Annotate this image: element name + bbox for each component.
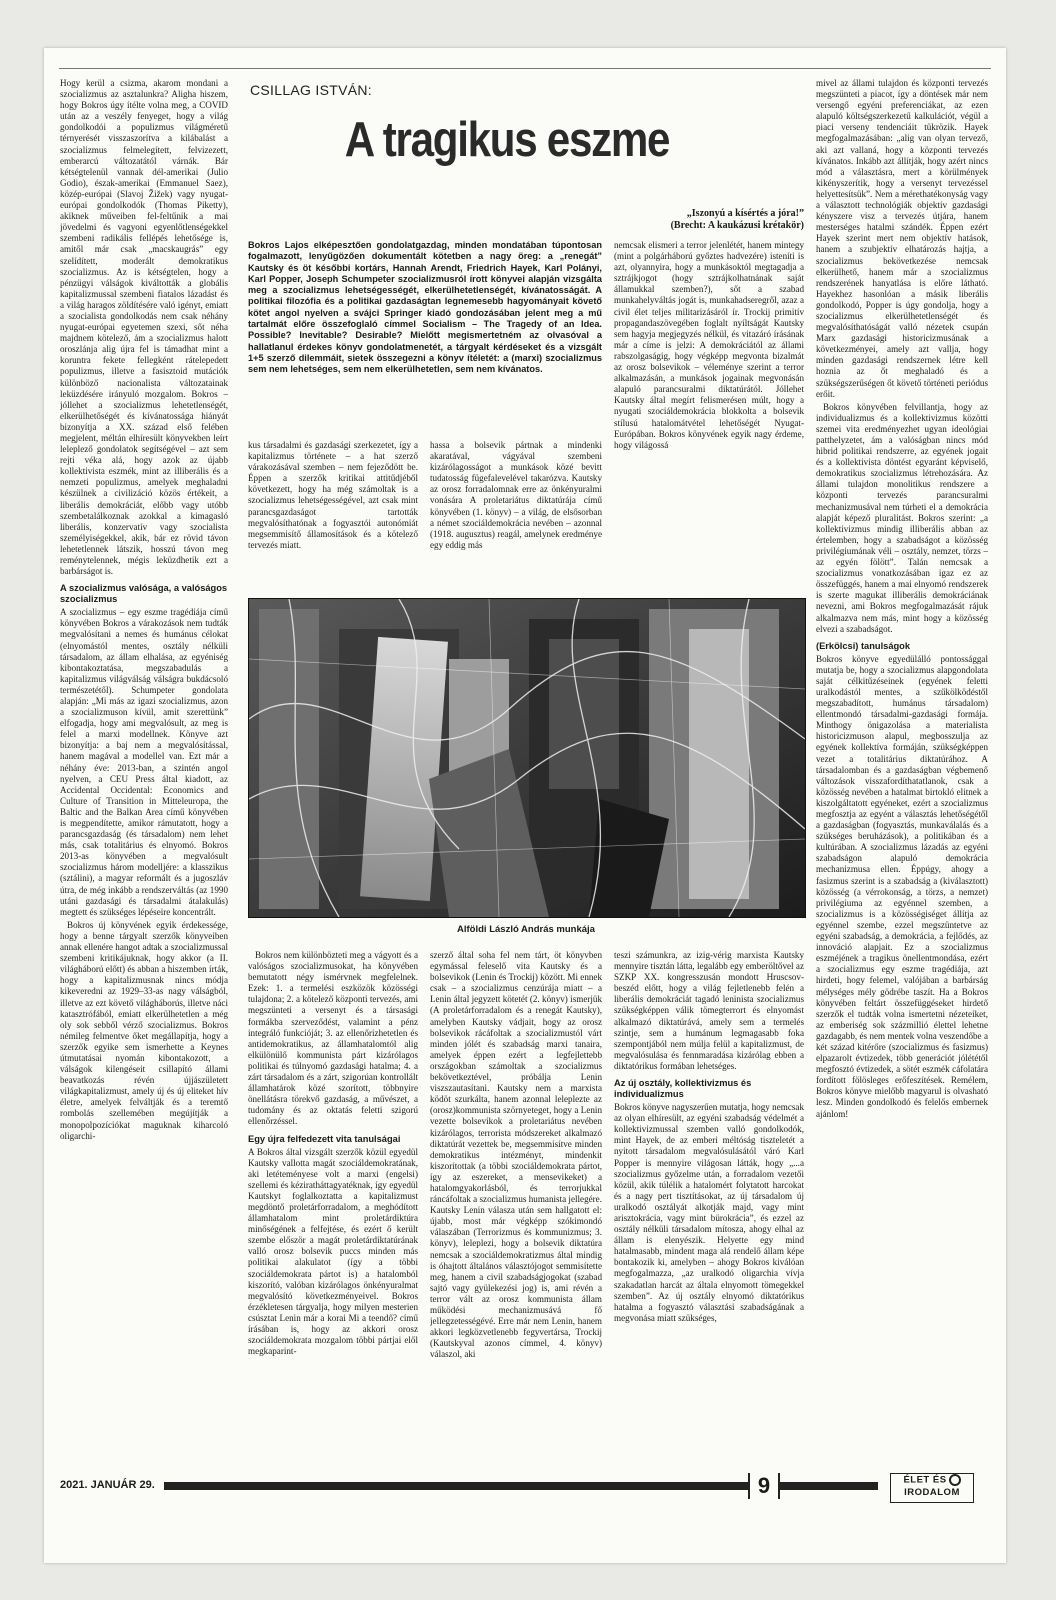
subheading: Egy újra felfedezett vita tanulságai <box>248 1133 401 1144</box>
logo-line-2: IRODALOM <box>904 1486 960 1498</box>
paragraph: nemcsak elismeri a terror jelenlétét, hanem mintegy (mint a polgárháború győztes hadvezére) isteníti is azt, olyannyira, hogy a munkásoktól megtagadja a sztrájkjogot (hogy sztrájkolhatnának saját államukkal szemben?), sőt a szabad munkahelyváltás jogát is, munkahadseregről, azaz a civil élet teljes militarizásáról ír. Trockij primitív propagandaszövegében foglalt nyíltságát Kautsky sem hagyja megjegyzés nélkül, és vitazáró írásának már a címe is jelzi: A demokráciától az állami rabszolgaságig, hogy végképp megvonta bizalmát az orosz bolsevikok – véleménye szerint a terror alkalmazásán, a munkások jogainak megvonásán alapuló parancsuralmi diktatúrától. Jóllehet Kautsky által megírt felismerésen múlt, hogy a nyugati szociáldemokrácia blokkolta a bolsevik stílusú hatalomátvétel lehetőségét Nyugat-Európában. Bokros könyvének egyik nagy érdeme, hogy világossá <box>614 240 804 450</box>
paragraph: Bokros könyve egyedülálló pontossággal mutatja be, hogy a szocializmus alapgondolata saját célkitűzéseinek (egyének feletti uralkodástól mentes, a szűkölködéstől megszabadított, humánus társadalom) ellentmondó társadalmi-gazdasági formája. Minthogy önigazolása a materialista historicizmuson alapul, megbosszulja az egyének kollektíva formáján, szükségképpen vezet a totalitárius diktatúrához. A társadalomban és a gazdaságban végbemenő változások visszafordíthatatlanok, csak a közösség nevében a hatalmat birtokló elitnek a kiszolgáltatott egyéneket, ezért a szocializmus megfosztja az egyént a választás lehetőségétől a gazdaságban (fogyasztás, munkaválalás és a szükséges beruházások), a politikában és a kultúrában. A szocializmus lázadás az egyéni szabadságon alapuló demokrácia mechanizmusa ellen. Éppúgy, ahogy a fasizmus szerint is a szabadság a (kiválasztott) közösség (a vérrokonság, a törzs, a nemzet) privilégiuma az egyénnel szemben, a szocializmus is a közösségiséget állítja az egyénnel szembe, ezzel megszüntetve az egyéni szabadság, a demokrácia, a fejlődés, az innováció alapjait. Ez a szocializmus eszméjének a tragikus önellentmondása, ezért a szocializmus egy eszme tragédiája, azt hirdeti, hogy felemel, valójában a barbárság mélységes mély gödrébe taszít. Ha a Bokros könyvében feltárt összefüggéseket hirdető szerzők el tudták volna ismertetni nézeteiket, az emberiség sok százmillió élettel lehetne gazdagabb, és nem mentek volna veszendőbe a két század kitérőre (szocializmus és fasizmus) elpazarolt évtizedek, több generációt jólététől megfosztó évtizedek, a sötét eszmék cáfolatára fordított fölösleges erőfeszítések. Remélem, Bokros könyve mielőbb magyarul is olvasható lesz. Minden gondolkodó és felelős embernek ajánlom! <box>816 653 988 1119</box>
motto-quote: „Iszonyú a kísértés a jóra!” <box>686 208 804 219</box>
logo-line-1: ÉLET ÉS <box>903 1474 947 1486</box>
motto-source: (Brecht: A kaukázusi krétakör) <box>670 220 804 231</box>
column-3-bottom <box>430 950 602 1448</box>
publication-logo <box>890 1473 974 1503</box>
column-4-bottom <box>614 950 804 1448</box>
motto <box>604 208 804 232</box>
subheading: (Erkölcsi) tanulságok <box>816 640 911 651</box>
paragraph: mivel az állami tulajdon és központi tervezés megszünteti a piacot, így a döntések már nem versengő egyéni preferenciákat, az ezen alapuló költségszerkezetű kalkulációt, végül a piaci verseny tendenciáit tükrözik. Hayek megfogalmazásában: „alig van olyan tervező, aki azt vallaná, hogy a központi tervezés kívánatos. Inkább azt állítják, hogy azért nincs mód a választásra, mert a körülmények kikényszerítik, hogy a versenyt tervezéssel helyettesítsük”. Nem a mérethatékonyság vagy a választott technológiák objektív gazdasági kényszere visz a tervezés útjára, hanem mesterséges hatalmi szándék. Éppen ezért Hayek szerint mert nem objektív hatások, hanem a szubjektív elhatározás hajtja, a szocializmus bekövetkezése nemcsak elkerülhető, hanem már a szocializmus rendszerének hanyatlása is előre látható. Hayekhez hasonlóan a másik liberális gondolkodó, Popper is úgy gondolja, hogy a szocializmus elkerülhetetlenségét és megvalósíthatóságát valló nézetek csupán Marx gazdasági historicizmusának a következményei, amely azt vallja, hogy minden gazdasági rendszernek létre kell hoznia az őt meghaladó és a szükségszerűségen őt követő történeti periódus erőit. <box>816 78 988 399</box>
top-rule <box>59 68 991 69</box>
issue-date: 2021. JANUÁR 29. <box>60 1479 155 1491</box>
article-title: A tragikus eszme <box>344 113 670 167</box>
lead-paragraph: Bokros Lajos elképesztően gondolatgazdag, minden mondatában túpontosan fogalmazott, lenyűgözően dokumentált kötetben a nagy öreg: a „renegát” Kautsky és öt későbbi kortárs, Hannah Arendt, Friedrich Hayek, Karl Polányi, Karl Popper, Joseph Schumpeter szocializmusról írott könyvei alapján vizsgálta meg a szocializmus lehetségességét, elkerülhetetlenségét, kívánatosságát. A politikai filozófia és a politikai gazdaságtan legnemesebb hagyományait követő kötet angol nyelven a svájci Springer kiadó gondozásában jelent meg a mű tartalmát előre összefoglaló címmel Socialism – The Tragedy of an Idea. Possible? Inevitable? Desirable? Mielőtt megismertetném az olvasóval a hallatlanul érdekes könyv gondolatmenetét, a tárgyalt kérdéseket és a vizsgált 1+5 szerző dilemmáit, sietek összegezni a könyv ítéletét: a (marxi) szocializmus sem nem lehetséges, sem nem elkerülhetetlen, sem nem kívánatos. <box>248 240 602 375</box>
paragraph: A Bokros által vizsgált szerzők közül egyedül Kautsky vallotta magát szociáldemokratának, aki letéteményese volt a marxi (engelsi) szellemi és kéziratháttagyatéknak, így egyedül Kautskyt foglalkoztatta a kapitalizmust megdöntő proletárforradalom, a meghódított államhatalom mint proletárdiktúra minőségének a felfejtése, és ezért ő került szembe először a magát proletárdiktatúrának valló orosz bolsevik puccs minden más politikai alakulatot (így a többi szociáldemokrata pártot is) a hatalomból kiszorító, valóban kizárólagos önkényuralmat megvalósító következményeivel. Bokros érzékletesen tárgyalja, hogy milyen mesterien csúsztat Lenin már a korai Mi a teendő? című írásában is, hogy az akkori orosz szociáldemokrata mozgalom többi pártjai elől megkaparint- <box>248 1146 418 1357</box>
column-2-bottom <box>248 950 418 1448</box>
image-caption: Alföldi László András munkája <box>457 924 595 935</box>
logo-eye-icon <box>949 1474 961 1486</box>
paragraph: hassa a bolsevik pártnak a mindenki akaratával, vágyával szembeni kizárólagosságot a munkások közé bevitt tudatosság fügefalevelével takarózva. Kautsky az orosz forradalomnak erre az önkényuralmi vonására A proletariátus diktatúrája című könyvében (1. könyv) – a világ, de elsősorban a német szociáldemokrácia nevében – azonnal (1918. augusztus) reagál, amelynek eredménye egy eddig más <box>430 440 602 550</box>
paragraph: szerző által soha fel nem tárt, öt könyvben egymással feleselő vita Kautsky és a bolsevikok (Lenin és Trockij) között. Mi ennek csak – a szocializmus cenzúrája miatt – a Lenin által jegyzett kötetét (2. könyv) ismerjük (A proletárforradalom és a renegát Kautsky), amelyben Kautsky vádjait, hogy az orosz bolsevikok rácáfoltak a szocializmustól várt minden jólét és szabadság marxi tanaira, amelyek éppen ezért a legfejlettebb országokban számoltak a szocializmus bekövetkeztével, próbálja Lenin viszszautasítani. Kautsky nem a marxista ködöt szurkálta, hanem azonnal leleplezte az (orosz)kommunista szörnyeteget, hogy a Lenin vezette bolsevikok a proletariátus nevében kizárólagos, terrorista módszereket alkalmazó diktatúrát vezettek be, megsemmisítve minden demokratikus intézményt, mindenkit kiszorítottak (a többi szociáldemokrata pártot, így az eszereket, a mensevikeket) a hatalomgyakorlásból, és terrorjukkal ráncáfoltak a szocializmus humanista jellegére. Kautsky Lenin válasza után sem hallgatott el: újabb, most már végképp szókimondó válaszában (Terrorizmus és kommunizmus; 3. könyv), leleplezi, hogy a bolsevik diktatúra nemcsak a szociáldemokratizmus által mindig is óhajtott általános választójogot semmisítette meg, hanem a civil szabadságjogokat (szabad sajtó vagy gyülekezési jog) is, ami révén a terror vált az orosz kommunista állam működési mechanizmusává fő jellegzetességévé. Erre már nem Lenin, hanem akkori legközvetlenebb fegyvertársa, Trockij (Kautskyval azonos címmel, 4. könyv) válaszol, aki <box>430 950 602 1360</box>
newspaper-page <box>44 48 1006 1563</box>
paragraph: kus társadalmi és gazdasági szerkezetet, így a kapitalizmus története – a hat szerző várakozásával szemben – nem fejeződött be. Éppen a szerzők kritikai attitűdjéből következett, hogy ha még számoltak is a szocializmus lehetségességével, azt csak mint parancsgazdaságot tartották megvalósíthatónak a fogyasztói autonómiát megsemmisítő államosítások és a kötelező tervezés miatt. <box>248 440 418 550</box>
artwork-illustration <box>249 599 805 917</box>
artwork-image <box>248 598 806 918</box>
column-1 <box>60 78 228 1448</box>
page-number: 9 <box>748 1473 780 1499</box>
column-4-top <box>614 240 804 580</box>
paragraph: Bokros nem különbözteti meg a vágyott és a valóságos szocializmusokat, ha könyvében bemutatott négy ismérvnek megfelelnek. Ezek: 1. a termelési eszközök közösségi tulajdona; 2. a kötelező központi tervezés, ami megszünteti a versenyt és a társasági formákba szerveződést, valamint a pénz integráló funkcióját; 3. az ellenőrizhetetlen és antidemokratikus, az államhatalomtól alig elkülönülő kommunista párt kizárólagos politikai és túlnyomó gazdasági hatalma; 4. a zárt társadalom és a zárt, szigorúan kontrollált államhatárok közé szorított, többnyire önellátásra törekvő gazdaság, a művészet, a tudomány és az oktatás feletti szigorú ellenőrzéssel. <box>248 950 418 1127</box>
paragraph: Hogy kerül a csizma, akarom mondani a szocializmus az asztalunkra? Aligha hiszem, hogy Bokros úgy ítélte volna meg, a COVID után az a veszély fenyeget, hogy a világ gondolkodói a populizmus világméretű térnyerését visszaszorítva a kilábalást a szocializmus felmelegített, felvizezett, emberarcú változatától várnák. Bár kétségtelenül vannak dél-amerikai (Julio Godio), észak-amerikai (Emmanuel Saez), közép-európai (Slavoj Žižek) vagy nyugat-európai gondolkodók (Thomas Piketty), akiknek műveiben fel-feltűnik a mai jövedelmi és vagyoni egyenlőtlenségekkel szembeni radikális fellépés lehetősége is, amitől már csak „macskaugrás” egy szelídített, moderált demokratikus szocializmus. Az is kétségtelen, hogy a pénzügyi válságok kiváltották a globális kapitalizmussal szembeni fiatalos lázadást és a világ haragos zöldítésére való igényt, emiatt a szocialista gondolkodás nem csak néhány nyugat-európai egyetemen szexi, sőt néha majdnem kötelező, ám a szocializmus halott oroszlánja alig újra fel is támadhat mint a koruntra fekete fellegként rátelepedett populizmus, illetve a fasisztoid mutációk különböző nacionalista változatainak leküzdésére irányuló mozgalom. Bokros – jóllehet a szocializmus lehetetlenségét, elkerülhetőségét és kívánatossága hiányát bizonyítja a XX. század első felében megjelent, méltán elhíresült könyvekben leírt leleplező gondolatok segítségével – azt sem rejti véka alá, hogy azok az újabb kollektivista eszmék, mint az illiberális és a nemzeti populizmus, amelyek meghaladni készülnek a civilizáció közös értékeit, a liberális demokráciát, előbb vagy utóbb szembetalálkoznak azokkal a kimagasló liberális, konzervatív vagy szocialista személyiségekkel, akik, bár ez rövid távon lehetetlennek látszik, hosszú távon meg reménytelennek, mégis leküzdhetik ezt a barbárságot is. <box>60 78 228 577</box>
paragraph: Bokros könyvében felvillantja, hogy az individualizmus és a kollektivizmus közötti szemei vita eredményezhet ugyan ideológiai patthelyzetet, ám a valóságban nincs mód hibrid politikai rendszerre, az egyének jogait és a kollektivista döntést egyaránt képviselő, demokratikus szocializmus létrehozására. Az állami tulajdon monolitikus rendszere a központi tervezés parancsuralmi mechanizmusával nem túrheti el a demokrácia alapját képező pluralitást. Bokros szerint: „a kollektivizmus mindig illiberális abban az értelemben, hogy a szabadságot a közösség privilégiumának véli – osztály, nemzet, törzs – az egyén fölött”. Talán nemcsak a szocializmus vonatkozásában igaz ez az összefüggés, hanem a mai elnyomó rendszerek is szerte magukat illiberális demokráciának nevezni, ami Bokros megfogalmazását rájuk alkalmazva nem más, mint hogy a közösség elvezi a szabadságot. <box>816 401 988 634</box>
column-3-top <box>430 440 602 580</box>
subheading: Az új osztály, kollektivizmus és individualizmus <box>614 1078 752 1100</box>
column-2-top <box>248 440 418 580</box>
page-footer <box>60 1473 990 1501</box>
paragraph: Bokros új könyvének egyik érdekessége, hogy a benne tárgyalt szerzők könyveiben annak ellenére hangot adtak a szocializmussal szembeni kritikájuknak, hogy akkor (a II. világháború előtt) és abban a hiszemben írták, hogy a kapitalizmusnak nincs módja kikeveredni az 1929–33-as nagy válságból, illetve az ezt követő világháborús, illetve náci katasztrófából, emiatt elkerülhetetlen a még oly sok sebből vérző szocializmus. Bokros némileg felmentve őket megállapítja, hogy a szerzők egyike sem ismerhette a Keynes útmutatásai nyomán kibontakozott, a válságok kilengéseit csillapító állami beavatkozás révén újjászületett világkapitalizmust, amely új és új eliteket hív életre, amelyek felváltják és a teremtő rombolás szellemében megújítják a monopolpozíciókat maguknak kiharcoló oligarchi- <box>60 919 228 1141</box>
paragraph: teszi számunkra, az izig-vérig marxista Kautsky mennyire tisztán látta, legalább egy emberöltővel az SZKP XX. kongresszusán mondott Hruscsov-beszéd előtt, hogy a világ fejletlenebb felén a liberális demokráciát tagadó leninista szocializmus szükségképpen válik tömegterrort és elnyomást alkalmazó diktatúrává, amely sem a termelés szintje, sem a humánum legmagasabb foka szempontjából nem múlja felül a kapitalizmust, de megvalósulása és fennmaradása kizárólag ebben a diktatórikus formában lehetséges. <box>614 950 804 1071</box>
paragraph: A szocializmus – egy eszme tragédiája című könyvében Bokros a várakozások nem tudták megvalósítani a nemes és humánus célokat (elnyomástól mentes, osztály nélküli társadalom, az állam elhalása, az egyéniség kibontakoztatása, megszabadulás a kapitalizmus világválság válságra bukdácsoló természetétől). Schumpeter gondolata alapján: „Mi más az igazi szocializmus, azon a szocializmuson kívül, amit szerettünk” elfogadja, hogy ami megvalósult, az meg is felel a marxi modellnek. Könyve azt bizonyítja: a baj nem a megvalósítással, hanem magával a modellel van. Ezt már a néhány éve: 2013-ban, a szintén angol nyelven, a CEU Press által kiadott, az Accidental Occidental: Economics and Culture of Transition in Mitteleuropa, the Baltic and the Balkan Area című könyvében is megpendítette, amikor rámutatott, hogy a parancsgazdaság (és társadalom) nem lehet más, csak totalitárius és elnyomó. Bokros 2013-as könyvében a megvalósult szocializmus három modelljére: a klasszikus (sztálini), a magyar reformált és a jugoszláv útra, de még inkább a rendszerváltás (az 1990 utáni gazdasági és társadalmi átalakulás) megtett és szükséges lépéseire koncentrált. <box>60 607 228 917</box>
column-5 <box>816 78 988 1448</box>
subheading: A szocializmus valósága, a valóságos szocializmus <box>60 583 228 605</box>
paragraph: Bokros könyve nagyszerűen mutatja, hogy nemcsak az olyan elhíresült, az egyéni szabadság védelmét a kollektivizmussal szemben valló gondolkodók, mint Hayek, de az emberi méltóság tiszteletét a nyitott társadalom megvalósulásától váró Karl Popper is mennyire világosan látták, hogy „...a szocializmus győzelme után, a forradalom vezetői közül, akik túlélik a hatalomért folytatott harcokat és a nagy pert tisztításokat, az új társadalom új uralkodó osztályát alkotják majd, vagy mint arisztokrácia, vagy mint bürokrácia”, és ezzel az osztály nélküli társadalom mítosza, ahogy elhal az állam is elenyészik. Helyette egy mind hatalmasabb, mindent maga alá rendelő állam képe bontakozik ki, amelyben – ahogy Bokros kiválóan megfogalmazza, „az uralkodó oligarchia vívja szakadatlan harcát az általa elnyomott tömegekkel szemben”. Az új osztály elnyomó diktatórikus hatalma a fogyasztó választási szabadságának a megvonása miatt szükséges, <box>614 1102 804 1323</box>
author-name: CSILLAG ISTVÁN: <box>250 82 372 98</box>
